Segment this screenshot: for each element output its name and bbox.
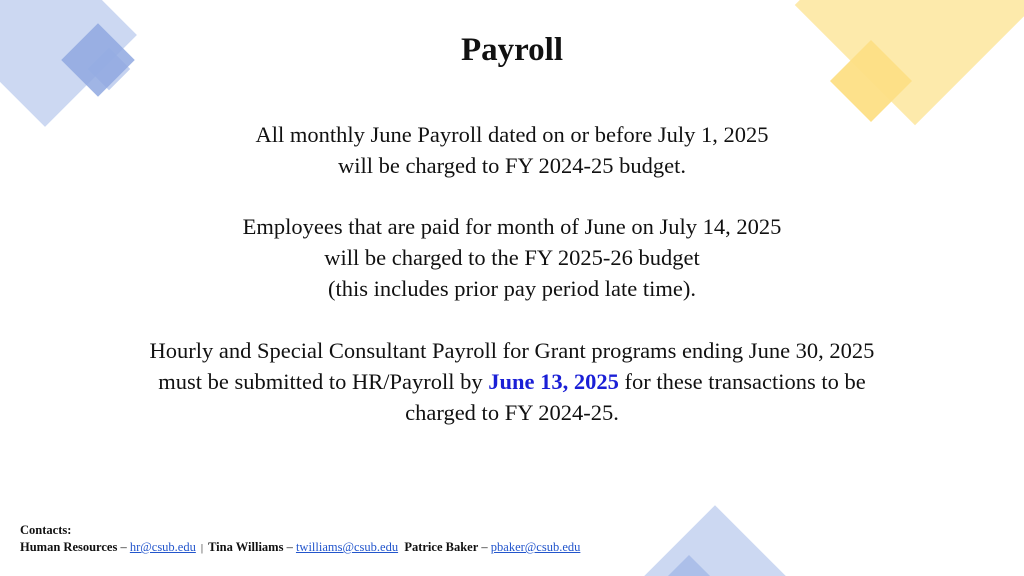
- slide-title: Payroll: [460, 32, 564, 68]
- line-text: for these transactions to be: [618, 369, 866, 394]
- contacts-heading: Contacts:: [20, 523, 72, 537]
- tina-name: Tina Williams: [208, 540, 284, 554]
- paragraph-july-payroll: [0, 211, 1024, 304]
- paragraph-line: will be charged to FY 2024-25 budget.: [337, 153, 687, 178]
- dash: –: [117, 540, 130, 554]
- paragraph-line: [0, 366, 1024, 397]
- paragraph-line: (this includes prior pay period late time).: [327, 276, 697, 301]
- separator: |: [200, 542, 204, 554]
- paragraph-line: Hourly and Special Consultant Payroll for Grant programs ending June 30, 2025: [149, 338, 875, 363]
- paragraph-line: charged to FY 2024-25.: [405, 400, 619, 425]
- paragraph-line: Employees that are paid for month of June on July 14, 2025: [242, 214, 782, 239]
- paragraph-line: will be charged to the FY 2025-26 budget: [324, 245, 700, 270]
- contacts-footer: [20, 522, 580, 557]
- paragraph-grant-payroll: [0, 335, 1024, 428]
- dash: –: [283, 540, 296, 554]
- line-text: must be submitted to HR/Payroll by: [158, 369, 489, 394]
- hr-label: Human Resources: [20, 540, 118, 554]
- dash: –: [478, 540, 491, 554]
- decor-diamond-blue-bottom: [637, 505, 793, 576]
- paragraph-june-payroll: [0, 119, 1024, 181]
- deadline-date: June 13, 2025: [488, 369, 619, 394]
- hr-email-link[interactable]: hr@csub.edu: [129, 540, 196, 554]
- patrice-name: Patrice Baker: [404, 540, 479, 554]
- tina-email-link[interactable]: twilliams@csub.edu: [295, 540, 399, 554]
- patrice-email-link[interactable]: pbaker@csub.edu: [490, 540, 581, 554]
- paragraph-line: All monthly June Payroll dated on or before July 1, 2025: [255, 122, 769, 147]
